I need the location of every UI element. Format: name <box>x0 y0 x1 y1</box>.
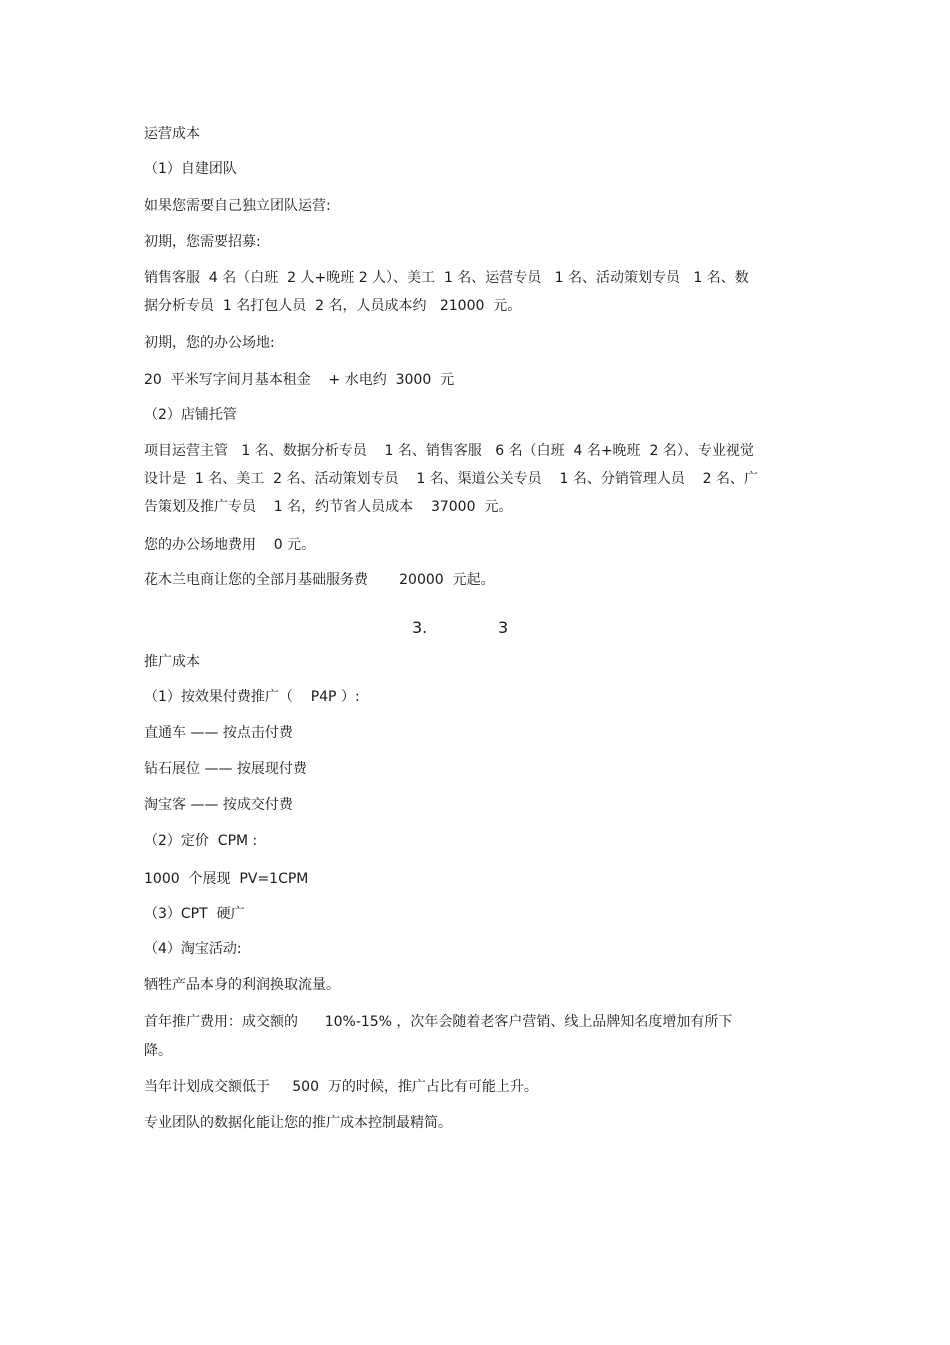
cpm-label: （2）定价 CPM : <box>144 833 258 849</box>
office-cost: 20 平米写字间月基本租金 + 水电约 3000 元 <box>144 372 455 388</box>
taobao-activity-detail: 牺牲产品本身的利润换取流量。 <box>144 977 340 993</box>
hosting-line-2: 设计是 1 名、美工 2 名、活动策划专员 1 名、渠道公关专员 1 名、分销管理人员 2 名、广 <box>144 471 758 487</box>
self-team-intro: 如果您需要自己独立团队运营: <box>144 198 331 214</box>
p4p-item-2: 钻石展位 —— 按展现付费 <box>144 761 307 777</box>
hosting-line-3: 告策划及推广专员 1 名，约节省人员成本 37000 元。 <box>144 499 513 515</box>
section-number-minor: 3 <box>498 618 509 637</box>
recruit-label: 初期，您需要招募: <box>144 234 261 250</box>
section-number-major: 3. <box>412 618 428 637</box>
p4p-item-1: 直通车 —— 按点击付费 <box>144 725 293 741</box>
planned-volume-note: 当年计划成交额低于 500 万的时候，推广占比有可能上升。 <box>144 1079 538 1095</box>
first-year-fee-line-1: 首年推广费用：成交额的 10%-15% ，次年会随着老客户营销、线上品牌知名度增加有所下 <box>144 1014 733 1030</box>
first-year-fee-line-2: 降。 <box>144 1043 172 1059</box>
recruit-line-2: 据分析专员 1 名打包人员 2 名，人员成本约 21000 元。 <box>144 298 522 314</box>
recruit-line-1: 销售客服 4 名（白班 2 人+晚班 2 人）、美工 1 名、运营专员 1 名、活动策划专员 1 名、数 <box>144 270 749 286</box>
self-team-label: （1）自建团队 <box>144 161 237 177</box>
office-label: 初期，您的办公场地: <box>144 335 275 351</box>
service-fee: 花木兰电商让您的全部月基础服务费 20000 元起。 <box>144 572 495 588</box>
cpm-detail: 1000 个展现 PV=1CPM <box>144 871 309 887</box>
taobao-activity-label: （4）淘宝活动: <box>144 941 242 957</box>
cpt-label: （3）CPT 硬广 <box>144 906 245 922</box>
office-fee: 您的办公场地费用 0 元。 <box>144 537 316 553</box>
closing-statement: 专业团队的数据化能让您的推广成本控制最精简。 <box>144 1115 452 1131</box>
p4p-label: （1）按效果付费推广（ P4P ）: <box>144 689 360 705</box>
p4p-item-3: 淘宝客 —— 按成交付费 <box>144 797 293 813</box>
hosting-line-1: 项目运营主管 1 名、数据分析专员 1 名、销售客服 6 名（白班 4 名+晚班 2 名）、专业视觉 <box>144 443 754 459</box>
promotion-cost-heading: 推广成本 <box>144 654 200 670</box>
operating-cost-heading: 运营成本 <box>144 126 200 142</box>
hosting-label: （2）店铺托管 <box>144 407 237 423</box>
